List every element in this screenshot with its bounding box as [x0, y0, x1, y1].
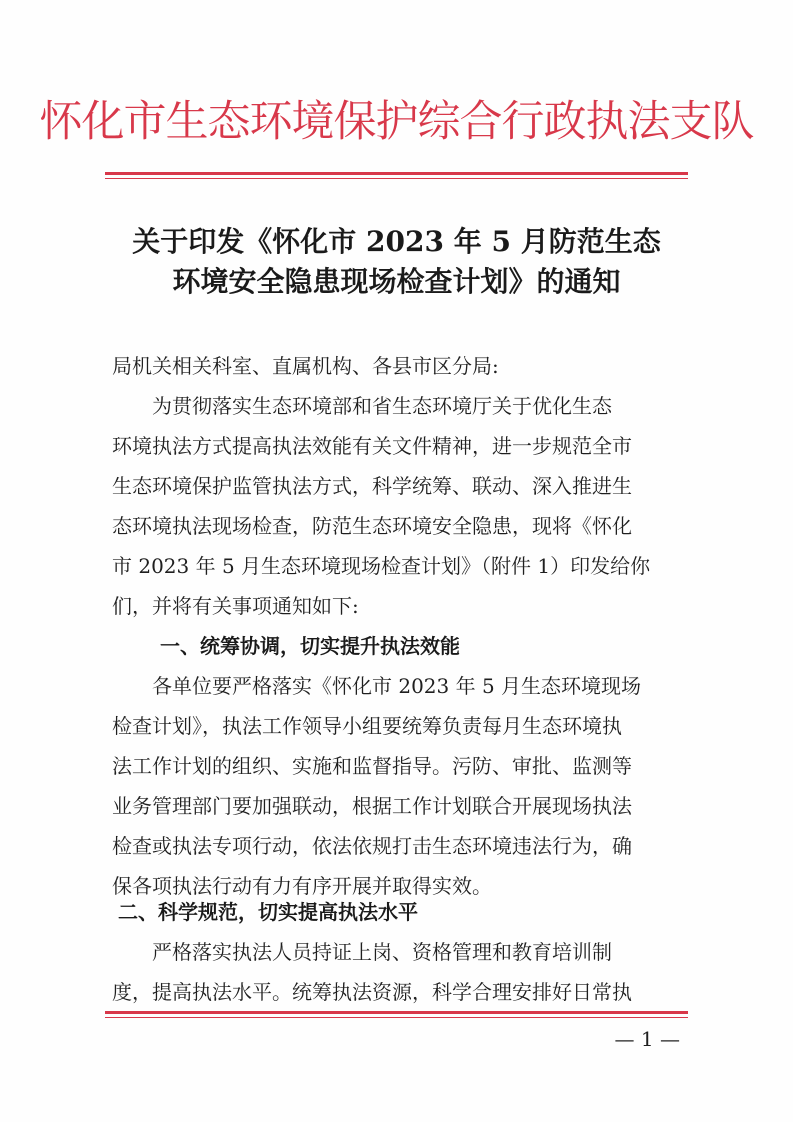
section-1-line: 各单位要严格落实《怀化市 2023 年 5 月生态环境现场: [152, 674, 642, 698]
letterhead-organization: 怀化市生态环境保护综合行政执法支队: [39, 97, 754, 147]
section-1-line: 法工作计划的组织、实施和监督指导。污防、审批、监测等: [112, 754, 632, 778]
document-title-line-2: 环境安全隐患现场检查计划》的通知: [172, 265, 621, 298]
intro-line: 们，并将有关事项通知如下:: [112, 594, 359, 618]
intro-line: 生态环境保护监管执法方式，科学统筹、联动、深入推进生: [112, 474, 632, 498]
footer-rule-thin: [105, 1017, 688, 1018]
intro-line: 为贯彻落实生态环境部和省生态环境厅关于优化生态: [152, 394, 612, 418]
addressee: 局机关相关科室、直属机构、各县市区分局:: [112, 354, 499, 378]
intro-line: 环境执法方式提高执法效能有关文件精神，进一步规范全市: [112, 434, 632, 458]
section-2-heading: 二、科学规范，切实提高执法水平: [118, 900, 418, 924]
intro-line: 态环境执法现场检查，防范生态环境安全隐患，现将《怀化: [112, 514, 632, 538]
section-1-line: 检查或执法专项行动，依法依规打击生态环境违法行为，确: [112, 834, 632, 858]
letterhead-rule-thin: [105, 178, 688, 179]
section-1-heading: 一、统筹协调，切实提升执法效能: [160, 634, 460, 658]
page-number: — 1 —: [614, 1027, 680, 1051]
section-1-line: 检查计划》，执法工作领导小组要统筹负责每月生态环境执: [112, 714, 622, 738]
section-2-line: 度，提高执法水平。统筹执法资源，科学合理安排好日常执: [112, 980, 632, 1004]
footer-rule-thick: [105, 1011, 688, 1014]
section-1-line: 业务管理部门要加强联动，根据工作计划联合开展现场执法: [112, 794, 632, 818]
section-1-line: 保各项执法行动有力有序开展并取得实效。: [112, 874, 492, 898]
intro-line: 市 2023 年 5 月生态环境现场检查计划》（附件 1）印发给你: [112, 554, 651, 578]
section-2-line: 严格落实执法人员持证上岗、资格管理和教育培训制: [152, 940, 612, 964]
letterhead-rule-thick: [105, 172, 688, 175]
document-title-line-1: 关于印发《怀化市 2023 年 5 月防范生态: [132, 225, 661, 258]
